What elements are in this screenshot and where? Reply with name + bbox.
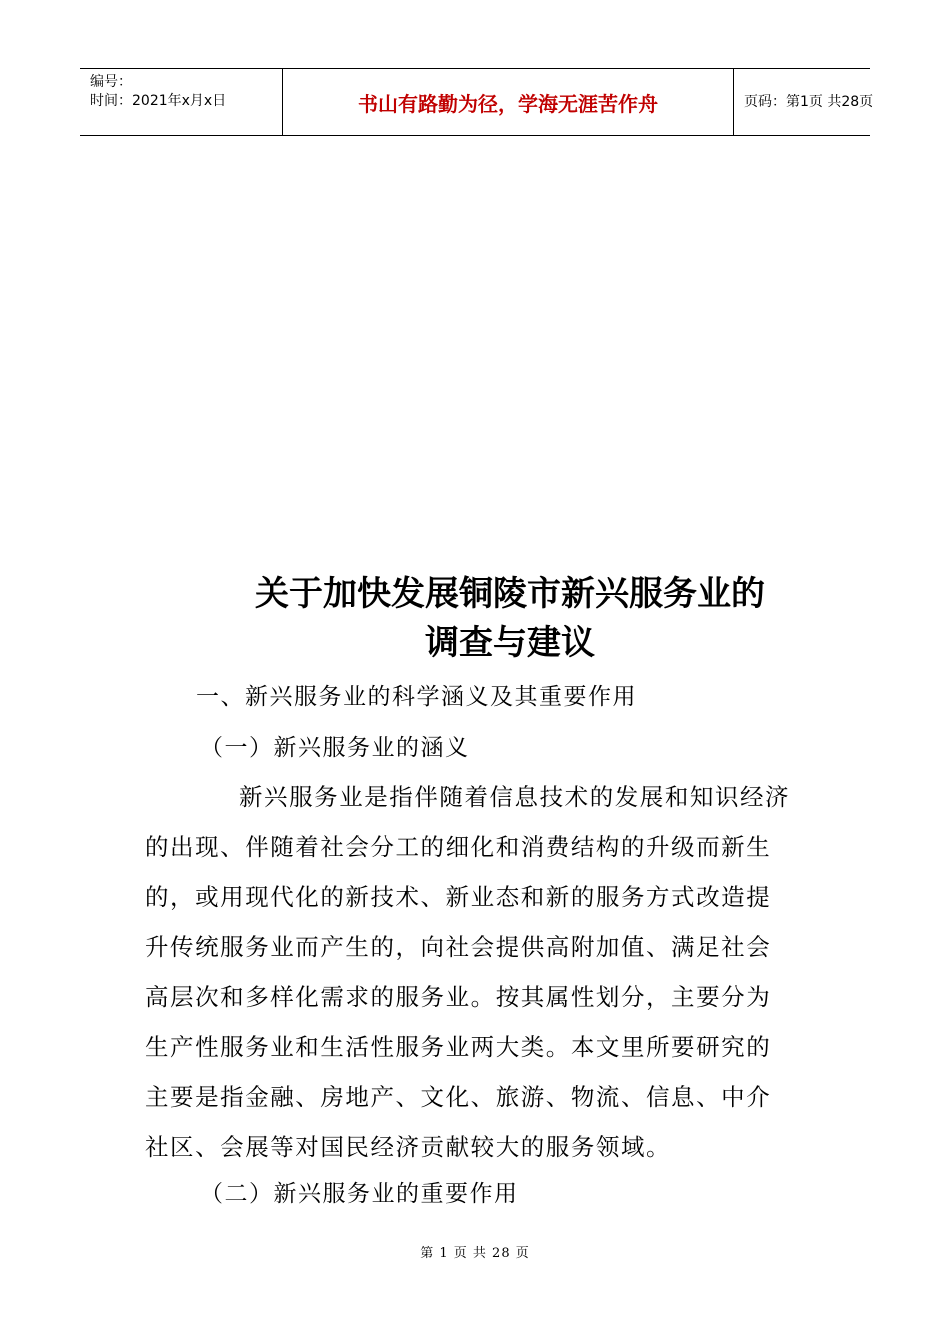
paragraph-body	[145, 782, 810, 1182]
paragraph-line: 主要是指金融、房地产、文化、旅游、物流、信息、中介	[145, 1083, 772, 1111]
header-page-cell	[734, 69, 874, 135]
subsection-heading-1: （一）新兴服务业的涵义	[200, 735, 470, 761]
page-count-label: 页码：第1页 共28页	[744, 94, 874, 110]
document-header	[80, 68, 874, 136]
motto-text: 书山有路勤为径，学海无涯苦作舟	[358, 92, 658, 116]
header-meta-cell	[80, 69, 282, 135]
subsection-heading-2: （二）新兴服务业的重要作用	[200, 1181, 519, 1207]
document-title-line-1: 关于加快发展铜陵市新兴服务业的	[255, 574, 765, 614]
paragraph-line: 的，或用现代化的新技术、新业态和新的服务方式改造提	[145, 883, 772, 911]
serial-number-label: 编号：	[90, 74, 132, 90]
paragraph-line: 社区、会展等对国民经济贡献较大的服务领域。	[145, 1133, 672, 1161]
paragraph-line: 生产性服务业和生活性服务业两大类。本文里所要研究的	[145, 1033, 772, 1061]
document-title-line-2: 调查与建议	[425, 623, 595, 663]
date-label: 时间：2021年x月x日	[90, 93, 227, 109]
header-motto-cell	[282, 69, 734, 135]
section-heading: 一、新兴服务业的科学涵义及其重要作用	[196, 684, 637, 710]
paragraph-line: 高层次和多样化需求的服务业。按其属性划分，主要分为	[145, 983, 772, 1011]
paragraph-line: 的出现、伴随着社会分工的细化和消费结构的升级而新生	[145, 833, 772, 861]
paragraph-line: 升传统服务业而产生的，向社会提供高附加值、满足社会	[145, 933, 772, 961]
paragraph-line: 新兴服务业是指伴随着信息技术的发展和知识经济	[239, 783, 791, 811]
page-footer: 第 1 页 共 28 页	[420, 1246, 530, 1261]
